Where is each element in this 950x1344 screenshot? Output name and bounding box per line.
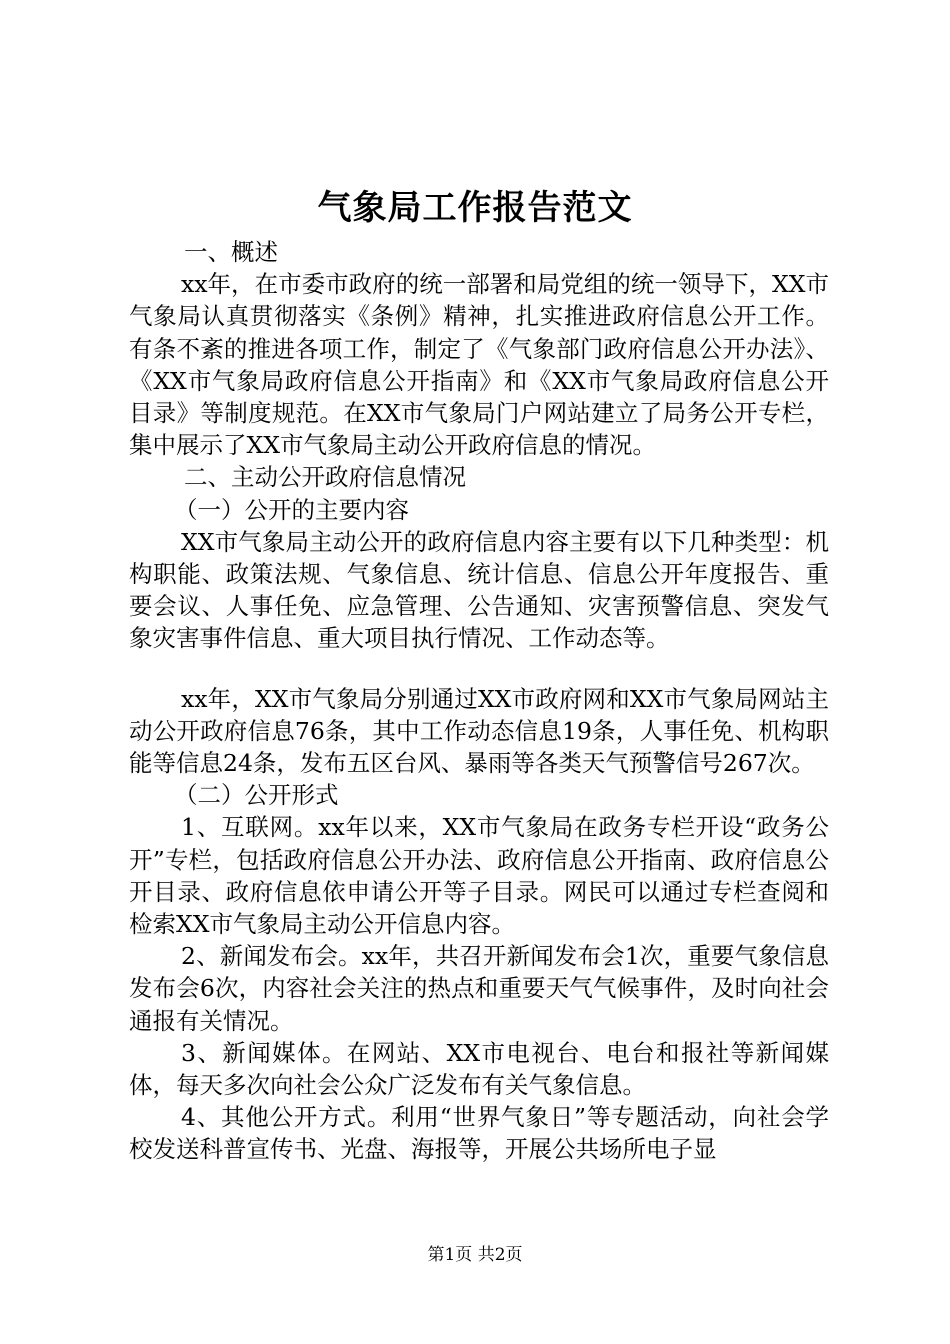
page-footer: 第1页 共2页 xyxy=(427,1245,523,1265)
subsection-heading-main-content: （一）公开的主要内容 xyxy=(174,495,409,524)
document-title: 气象局工作报告范文 xyxy=(317,188,633,228)
paragraph-gap xyxy=(129,655,829,683)
document-body xyxy=(129,236,829,1166)
subsection-heading-disclosure-forms: （二）公开形式 xyxy=(174,781,339,810)
paragraph-overview: xx年，在市委市政府的统一部署和局党组的统一领导下，XX市气象局认真贯彻落实《条例》精神，扎实推进政府信息公开工作。有条不紊的推进各项工作，制定了《气象部门政府信息公开办法》、《XX市气象局政府信息公开指南》和《XX市气象局政府信息公开目录》等制度规范。在XX市气象局门户网站建立了局务公开专栏，集中展示了XX市气象局主动公开政府信息的情况。 xyxy=(129,270,829,460)
paragraph-content-types: XX市气象局主动公开的政府信息内容主要有以下几种类型：机构职能、政策法规、气象信息、统计信息、信息公开年度报告、重要会议、人事任免、应急管理、公告通知、灾害预警信息、突发气象灾害事件信息、重大项目执行情况、工作动态等。 xyxy=(129,527,829,653)
paragraph-statistics: xx年，XX市气象局分别通过XX市政府网和XX市气象局网站主动公开政府信息76条，其中工作动态信息19条，人事任免、机构职能等信息24条，发布五区台风、暴雨等各类天气预警信号267次。 xyxy=(129,684,829,778)
paragraph-other-methods: 4、其他公开方式。利用“世界气象日”等专题活动，向社会学校发送科普宣传书、光盘、海报等，开展公共场所电子显 xyxy=(129,1103,829,1164)
section-heading-active-disclosure: 二、主动公开政府信息情况 xyxy=(184,463,466,492)
paragraph-news-media: 3、新闻媒体。在网站、XX市电视台、电台和报社等新闻媒体，每天多次向社会公众广泛发布有关气象信息。 xyxy=(129,1038,829,1100)
paragraph-press-conference: 2、新闻发布会。xx年，共召开新闻发布会1次，重要气象信息发布会6次，内容社会关注的热点和重要天气气候事件，及时向社会通报有关情况。 xyxy=(129,942,829,1035)
paragraph-internet: 1、互联网。xx年以来，XX市气象局在政务专栏开设“政务公开”专栏，包括政府信息公开办法、政府信息公开指南、政府信息公开目录、政府信息依申请公开等子目录。网民可以通过专栏查阅和检索XX市气象局主动公开信息内容。 xyxy=(129,813,829,939)
section-heading-overview: 一、概述 xyxy=(184,238,278,266)
